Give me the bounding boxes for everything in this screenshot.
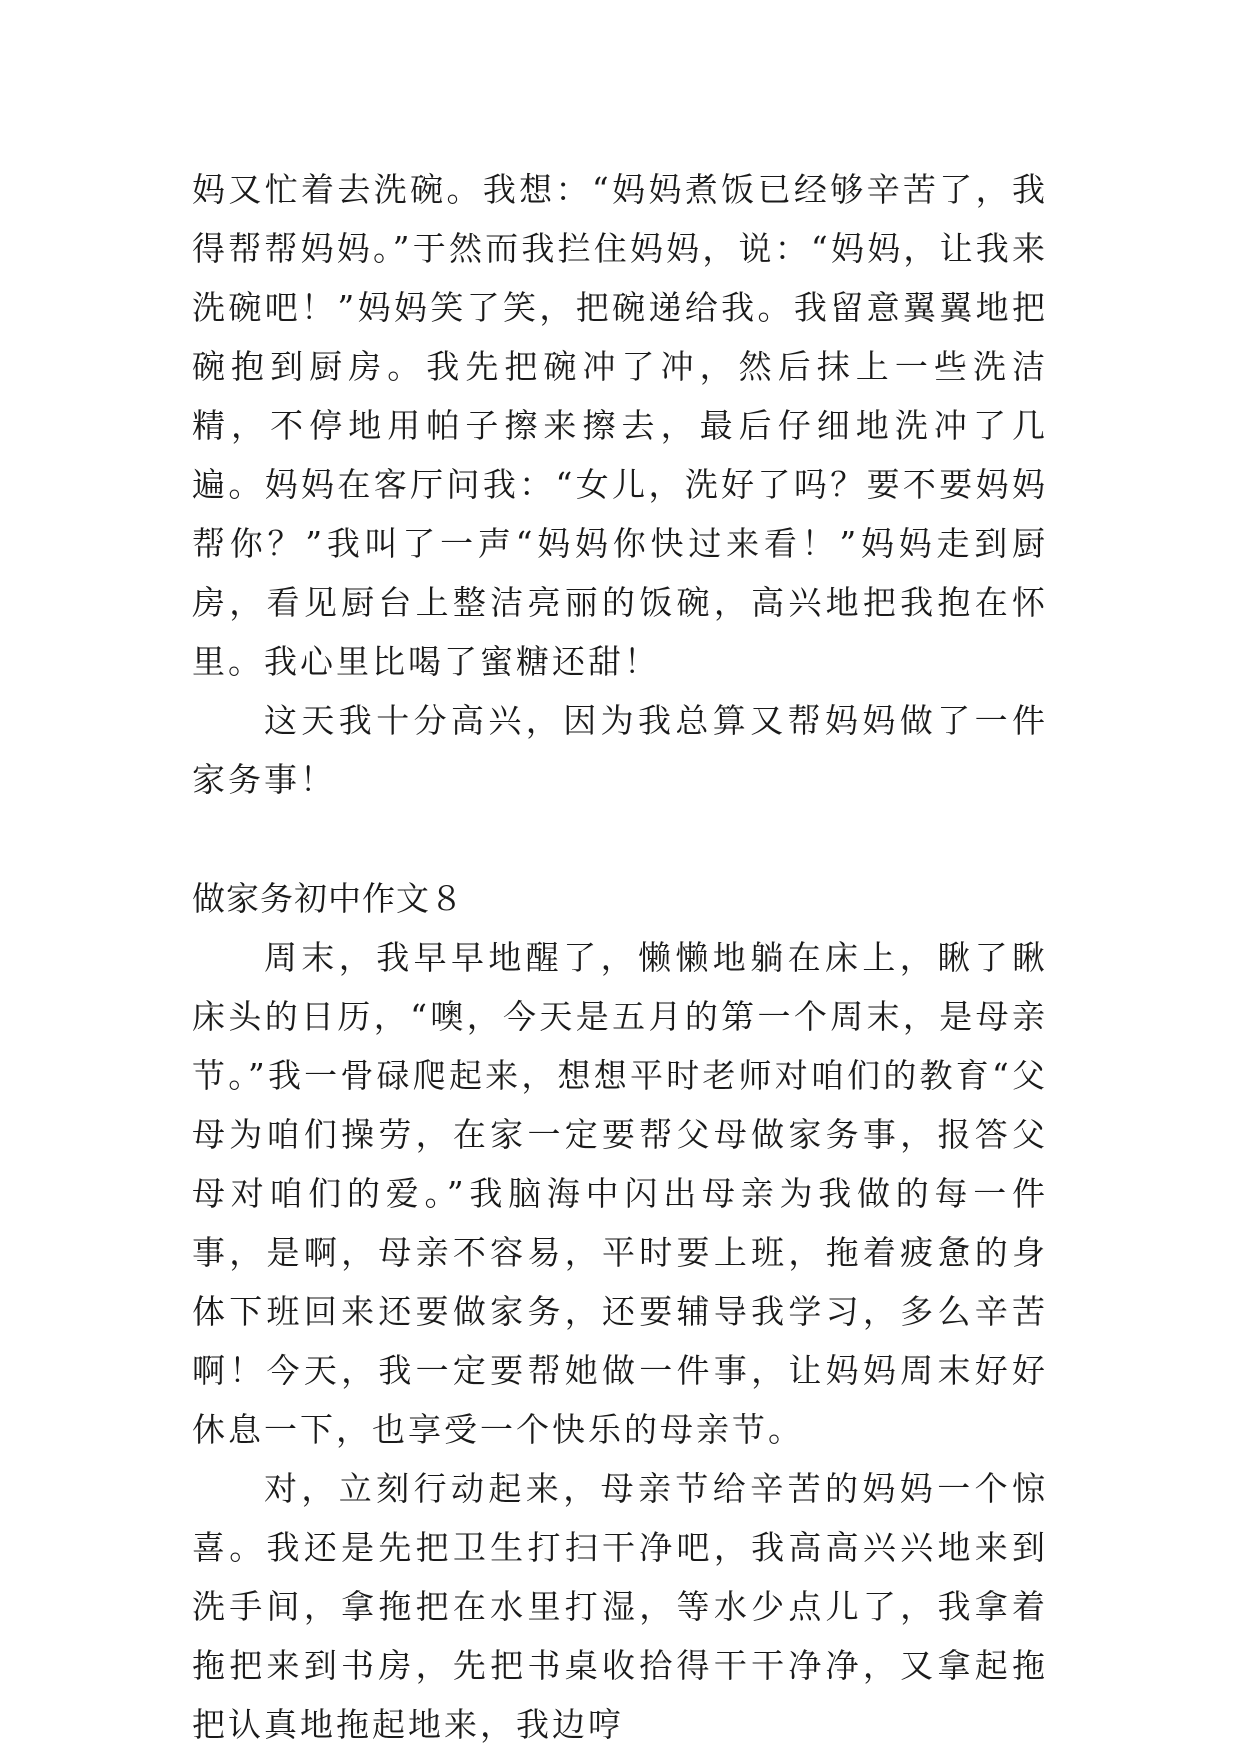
paragraph-dishwashing: 妈又忙着去洗碗。我想：“妈妈煮饭已经够辛苦了，我得帮帮妈妈。”于然而我拦住妈妈，说：“妈妈，让我来洗碗吧！”妈妈笑了笑，把碗递给我。我留意翼翼地把碗抱到厨房。我先把碗冲了冲，然后抹上一些洗洁精，不停地用帕子擦来擦去，最后仔细地洗冲了几遍。妈妈在客厅问我：“女儿，洗好了吗？要不要妈妈帮你？”我叫了一声“妈妈你快过来看！”妈妈走到厨房，看见厨台上整洁亮丽的饭碗，高兴地把我抱在怀里。我心里比喝了蜜糖还甜！	[192, 170, 1048, 681]
paragraph-cleaning: 对，立刻行动起来，母亲节给辛苦的妈妈一个惊喜。我还是先把卫生打扫干净吧，我高高兴兴地来到洗手间，拿拖把在水里打湿，等水少点儿了，我拿着拖把来到书房，先把书桌收拾得干干净净，又拿起拖把认真地拖起地来，我边哼	[192, 1469, 1048, 1744]
document-body	[192, 160, 1048, 1754]
section-title: 做家务初中作文８	[192, 879, 464, 918]
paragraph-happy-day: 这天我十分高兴，因为我总算又帮妈妈做了一件家务事！	[192, 701, 1048, 799]
paragraph-mothers-day: 周末，我早早地醒了，懒懒地躺在床上，瞅了瞅床头的日历，“噢，今天是五月的第一个周末，是母亲节。”我一骨碌爬起来，想想平时老师对咱们的教育“父母为咱们操劳，在家一定要帮父母做家务事，报答父母对咱们的爱。”我脑海中闪出母亲为我做的每一件事，是啊，母亲不容易，平时要上班，拖着疲惫的身体下班回来还要做家务，还要辅导我学习，多么辛苦啊！今天，我一定要帮她做一件事，让妈妈周末好好休息一下，也享受一个快乐的母亲节。	[192, 938, 1048, 1449]
